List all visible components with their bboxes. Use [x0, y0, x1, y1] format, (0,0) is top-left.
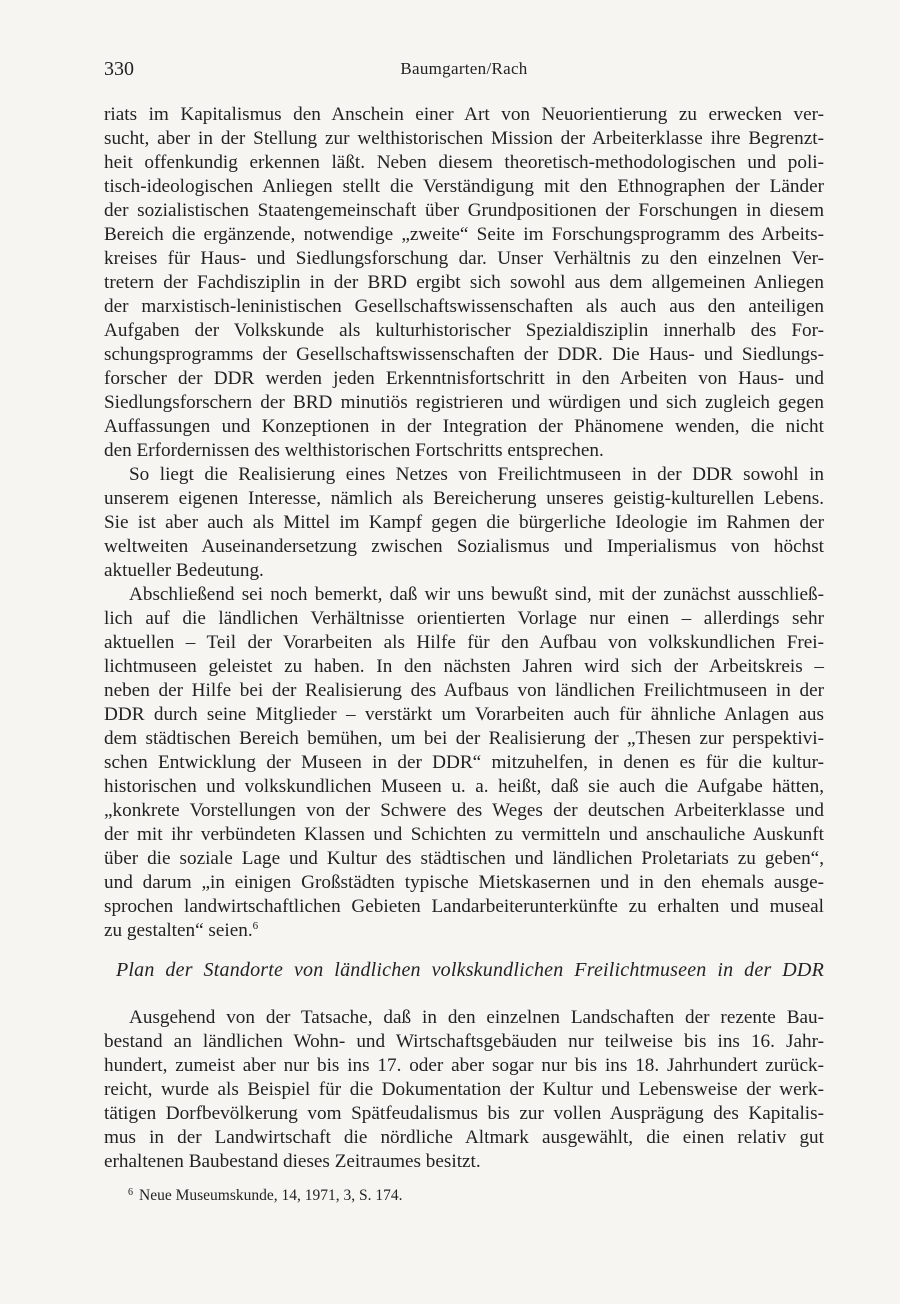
text-line: So liegt die Realisierung eines Netzes von Freilichtmuseen in der DDR sowohl in	[129, 464, 824, 485]
text-line: Auffassungen und Konzeptionen in der Integration der Phänomene wenden, die nicht	[104, 416, 824, 437]
text-line: Bereich die ergänzende, notwendige „zweite“ Seite im Forschungsprogramm des Arbeits-	[104, 224, 824, 245]
text-line: Ausgehend von der Tatsache, daß in den einzelnen Landschaften der rezente Bau-	[129, 1007, 824, 1028]
text-line: Abschließend sei noch bemerkt, daß wir uns bewußt sind, mit der zunächst ausschließ-	[129, 584, 824, 605]
text-line: heit offenkundig erkennen läßt. Neben diesem theoretisch-methodologischen und poli-	[104, 152, 824, 173]
text-line: DDR durch seine Mitglieder – verstärkt um Vorarbeiten auch für ähnliche Anlagen aus	[104, 704, 824, 725]
page-header	[104, 58, 824, 88]
section-heading: Plan der Standorte von ländlichen volkskundlichen Freilichtmuseen in der DDR	[116, 959, 824, 981]
text-line: der marxistisch-leninistischen Gesellschaftswissenschaften als auch aus den anteiligen	[104, 296, 824, 317]
text-line: über die soziale Lage und Kultur des städtischen und ländlichen Proletariats zu geben“,	[104, 848, 824, 869]
text-line: mus in der Landwirtschaft die nördliche Altmark ausgewählt, die einen relativ gut	[104, 1127, 824, 1148]
text-line: tätigen Dorfbevölkerung vom Spätfeudalismus bis zur vollen Ausprägung des Kapitalis-	[104, 1103, 824, 1124]
text-line: historischen und volkskundlichen Museen u. a. heißt, daß sie auch die Aufgabe hätten,	[104, 776, 824, 797]
text-line: kreises für Haus- und Siedlungsforschung dar. Unser Verhältnis zu den einzelnen Ver-	[104, 248, 824, 269]
text-line: zu gestalten“ seien.$^6$	[104, 920, 259, 941]
text-line: weltweiten Auseinandersetzung zwischen Sozialismus und Imperialismus von höchst	[104, 536, 824, 557]
text-line: tretern der Fachdisziplin in der BRD ergibt sich sowohl aus dem allgemeinen Anliegen	[104, 272, 824, 293]
note-reference: 6	[252, 920, 259, 932]
text-line: aktueller Bedeutung.	[104, 560, 264, 581]
text-line: schungsprogramms der Gesellschaftswissenschaften der DDR. Die Haus- und Siedlungs-	[104, 344, 824, 365]
page-number: 330	[104, 58, 134, 80]
text-line: riats im Kapitalismus den Anschein einer Art von Neuorientierung zu erwecken ver-	[104, 104, 824, 125]
text-line: und darum „in einigen Großstädten typische Mietskasernen und in den ehemals ausge-	[104, 872, 824, 893]
text-line: bestand an ländlichen Wohn- und Wirtschaftsgebäuden nur teilweise bis ins 16. Jahr-	[104, 1031, 824, 1052]
text-line: hundert, zumeist aber nur bis ins 17. oder aber sogar nur bis ins 18. Jahrhundert zurück-	[104, 1055, 824, 1076]
text-line: den Erfordernissen des welthistorischen Fortschritts entsprechen.	[104, 440, 604, 461]
text-line: erhaltenen Baubestand dieses Zeitraumes besitzt.	[104, 1151, 481, 1172]
text-line: der mit ihr verbündeten Klassen und Schichten zu vermitteln und anschauliche Auskunft	[104, 824, 824, 845]
text-line: lichtmuseen geleistet zu haben. In den nächsten Jahren wird sich der Arbeitskreis –	[104, 656, 824, 677]
text-line: forscher der DDR werden jeden Erkenntnisfortschritt in den Arbeiten von Haus- und	[104, 368, 824, 389]
footnote-text: Neue Museumskunde, 14, 1971, 3, S. 174.	[139, 1187, 403, 1204]
text-line: Siedlungsforschern der BRD minutiös registrieren und würdigen und sich zugleich gegen	[104, 392, 824, 413]
text-line: tisch-ideologischen Anliegen stellt die Verständigung mit den Ethnographen der Länder	[104, 176, 824, 197]
text-line: lich auf die ländlichen Verhältnisse orientierten Vorlage nur einen – allerdings sehr	[104, 608, 824, 629]
footnote-mark: 6	[128, 1187, 133, 1198]
text-line: dem städtischen Bereich bemühen, um bei der Realisierung der „Thesen zur perspektivi-	[104, 728, 824, 749]
text-line: aktuellen – Teil der Vorarbeiten als Hilfe für den Aufbau von volkskundlichen Frei-	[104, 632, 824, 653]
text-line: neben der Hilfe bei der Realisierung des Aufbaus von ländlichen Freilichtmuseen in der	[104, 680, 824, 701]
footnote	[128, 1183, 403, 1206]
text-line: unserem eigenen Interesse, nämlich als Bereicherung unseres geistig-kulturellen Lebens.	[104, 488, 824, 509]
text-line: sprochen landwirtschaftlichen Gebieten Landarbeiterunterkünfte zu erhalten und museal	[104, 896, 824, 917]
text-line: schen Entwicklung der Museen in der DDR“ mitzuhelfen, in denen es für die kultur-	[104, 752, 824, 773]
text-line: sucht, aber in der Stellung zur welthistorischen Mission der Arbeiterklasse ihre Begrenzt-	[104, 128, 824, 149]
text-line: „konkrete Vorstellungen von der Schwere des Weges der deutschen Arbeiterklasse und	[104, 800, 824, 821]
running-title: Baumgarten/Rach	[400, 59, 528, 78]
text-line: Aufgaben der Volkskunde als kulturhistorischer Spezialdisziplin innerhalb des For-	[104, 320, 824, 341]
text-line: der sozialistischen Staatengemeinschaft über Grundpositionen der Forschungen in diesem	[104, 200, 824, 221]
text-line: reicht, wurde als Beispiel für die Dokumentation der Kultur und Lebensweise der werk-	[104, 1079, 824, 1100]
text-line: Sie ist aber auch als Mittel im Kampf gegen die bürgerliche Ideologie im Rahmen der	[104, 512, 824, 533]
